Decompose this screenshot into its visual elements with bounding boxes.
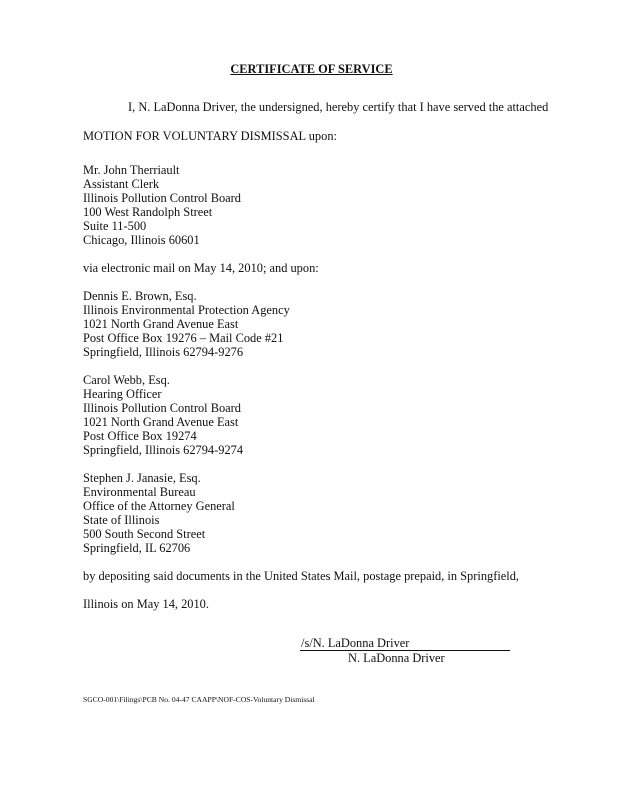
- service-date-line: Illinois on May 14, 2010.: [83, 597, 209, 611]
- recipient-line: Illinois Pollution Control Board: [83, 190, 241, 205]
- recipient-line: Illinois Environmental Protection Agency: [83, 302, 290, 317]
- recipient-line: Springfield, Illinois 62794-9274: [83, 442, 244, 457]
- delivery-method-line: via electronic mail on May 14, 2010; and upon:: [83, 261, 319, 275]
- recipient-line: Dennis E. Brown, Esq.: [83, 289, 197, 303]
- recipient-line: Chicago, Illinois 60601: [83, 232, 200, 247]
- recipient-line: Hearing Officer: [83, 386, 162, 401]
- recipient-line: Stephen J. Janasie, Esq.: [83, 471, 201, 485]
- recipient-line: Environmental Bureau: [83, 484, 196, 499]
- motion-title-line: MOTION FOR VOLUNTARY DISMISSAL upon:: [83, 129, 337, 143]
- recipient-line: Post Office Box 19276 – Mail Code #21: [83, 330, 284, 345]
- recipient-block-hearing-officer: [83, 374, 243, 457]
- footer-file-path: SGCO-001\Filings\PCB No. 04-47 CAAPP\NOF-COS-Voluntary Dismissal: [83, 695, 315, 704]
- recipient-line: Post Office Box 19274: [83, 428, 197, 443]
- recipient-line: Carol Webb, Esq.: [83, 373, 170, 387]
- recipient-line: 1021 North Grand Avenue East: [83, 414, 239, 429]
- electronic-signature: /s/N. LaDonna Driver: [301, 636, 410, 650]
- recipient-line: 500 South Second Street: [83, 526, 206, 541]
- recipient-block-clerk: [83, 164, 241, 247]
- signer-name: N. LaDonna Driver: [348, 651, 445, 665]
- recipient-block-attorney-general: [83, 472, 235, 555]
- recipient-line: Office of the Attorney General: [83, 498, 235, 513]
- recipient-line: 1021 North Grand Avenue East: [83, 316, 239, 331]
- recipient-line: Mr. John Therriault: [83, 163, 180, 177]
- recipient-line: Springfield, Illinois 62794-9276: [83, 344, 244, 359]
- certify-statement: I, N. LaDonna Driver, the undersigned, hereby certify that I have served the attached: [128, 100, 549, 114]
- recipient-line: Assistant Clerk: [83, 176, 160, 191]
- recipient-line: 100 West Randolph Street: [83, 204, 213, 219]
- recipient-line: Illinois Pollution Control Board: [83, 400, 241, 415]
- certificate-title: CERTIFICATE OF SERVICE: [230, 62, 393, 76]
- recipient-block-epa: [83, 290, 290, 360]
- recipient-line: Springfield, IL 62706: [83, 540, 191, 555]
- deposit-statement: by depositing said documents in the United States Mail, postage prepaid, in Springfield,: [83, 569, 520, 583]
- recipient-line: State of Illinois: [83, 512, 160, 527]
- recipient-line: Suite 11-500: [83, 218, 147, 233]
